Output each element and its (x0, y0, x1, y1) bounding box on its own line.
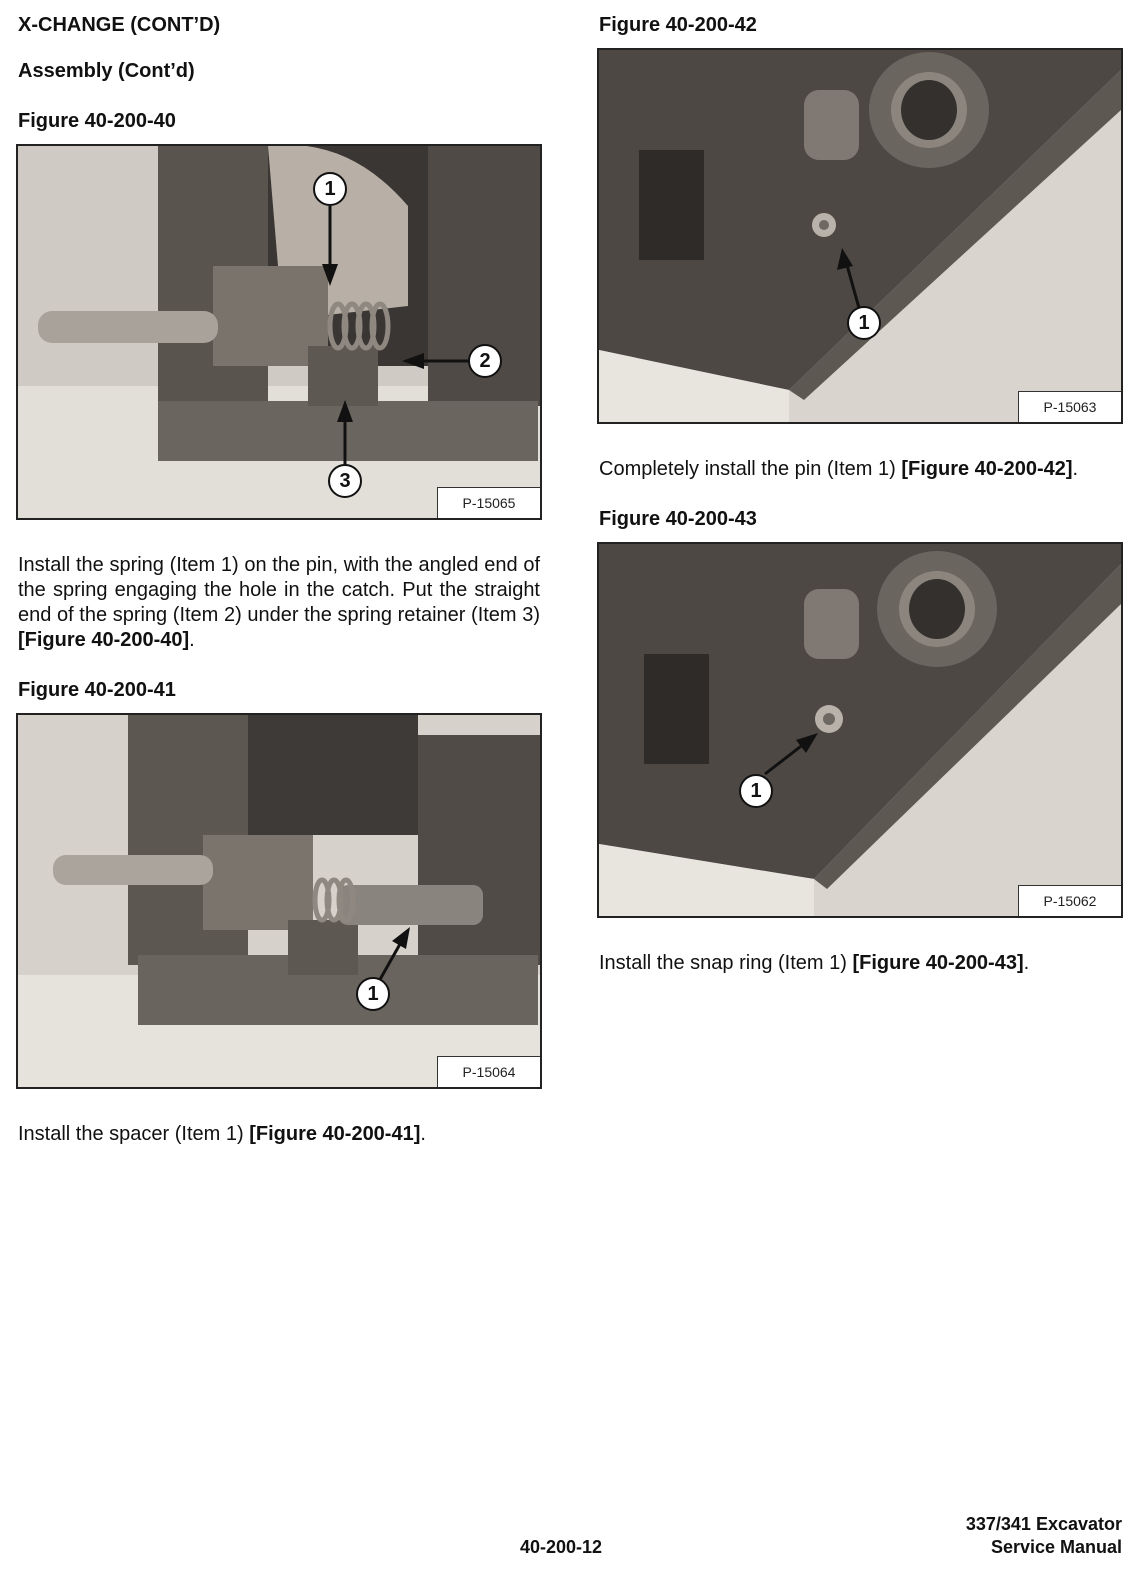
figure-reference: [Figure 40-200-40] (18, 629, 190, 651)
instruction-paragraph (18, 1122, 540, 1147)
photo-id: P-15062 (1018, 885, 1121, 916)
snap-ring-install-photo (599, 544, 1121, 916)
figure-caption-40: Figure 40-200-40 (18, 110, 176, 132)
instruction-end: . (1023, 952, 1030, 974)
instruction-paragraph (599, 951, 1121, 976)
pin-install-photo (599, 50, 1121, 422)
instruction-paragraph (18, 553, 540, 653)
callout-1: 1 (847, 306, 881, 340)
figure-photo-43 (597, 542, 1123, 918)
instruction-paragraph (599, 457, 1121, 482)
spring-assembly-photo (18, 146, 540, 518)
photo-id: P-15063 (1018, 391, 1121, 422)
manual-title-line2: Service Manual (990, 1537, 1122, 1557)
figure-reference: [Figure 40-200-41] (249, 1123, 421, 1145)
figure-reference: [Figure 40-200-43] (852, 952, 1024, 974)
callout-1: 1 (313, 172, 347, 206)
instruction-end: . (189, 629, 195, 651)
figure-photo-42 (597, 48, 1123, 424)
spacer-assembly-photo (18, 715, 540, 1087)
figure-caption-41: Figure 40-200-41 (18, 679, 176, 701)
section-title: X-CHANGE (CONT’D) (18, 14, 221, 36)
manual-title-line1: 337/341 Excavator (965, 1514, 1122, 1534)
figure-photo-41 (16, 713, 542, 1089)
page-number: 40-200-12 (520, 1537, 603, 1557)
instruction-text: Install the snap ring (Item 1) (599, 952, 853, 974)
callout-1: 1 (739, 774, 773, 808)
instruction-end: . (1072, 458, 1079, 480)
subsection-title: Assembly (Cont’d) (18, 60, 195, 82)
instruction-text: Install the spacer (Item 1) (18, 1123, 250, 1145)
callout-2: 2 (468, 344, 502, 378)
manual-title (966, 1513, 1122, 1559)
instruction-text: Completely install the pin (Item 1) (599, 458, 902, 480)
callout-3: 3 (328, 464, 362, 498)
photo-id: P-15064 (437, 1056, 540, 1087)
figure-caption-43: Figure 40-200-43 (599, 508, 757, 530)
callout-1: 1 (356, 977, 390, 1011)
instruction-text: Install the spring (Item 1) on the pin, with the angled end of the spring engaging the hole in the catch. Put the straight end of the spring (Item 2) under the spring retainer (Item 3) (18, 554, 540, 626)
figure-photo-40 (16, 144, 542, 520)
instruction-end: . (420, 1123, 426, 1145)
photo-id: P-15065 (437, 487, 540, 518)
figure-caption-42: Figure 40-200-42 (599, 14, 757, 36)
figure-reference: [Figure 40-200-42] (901, 458, 1073, 480)
